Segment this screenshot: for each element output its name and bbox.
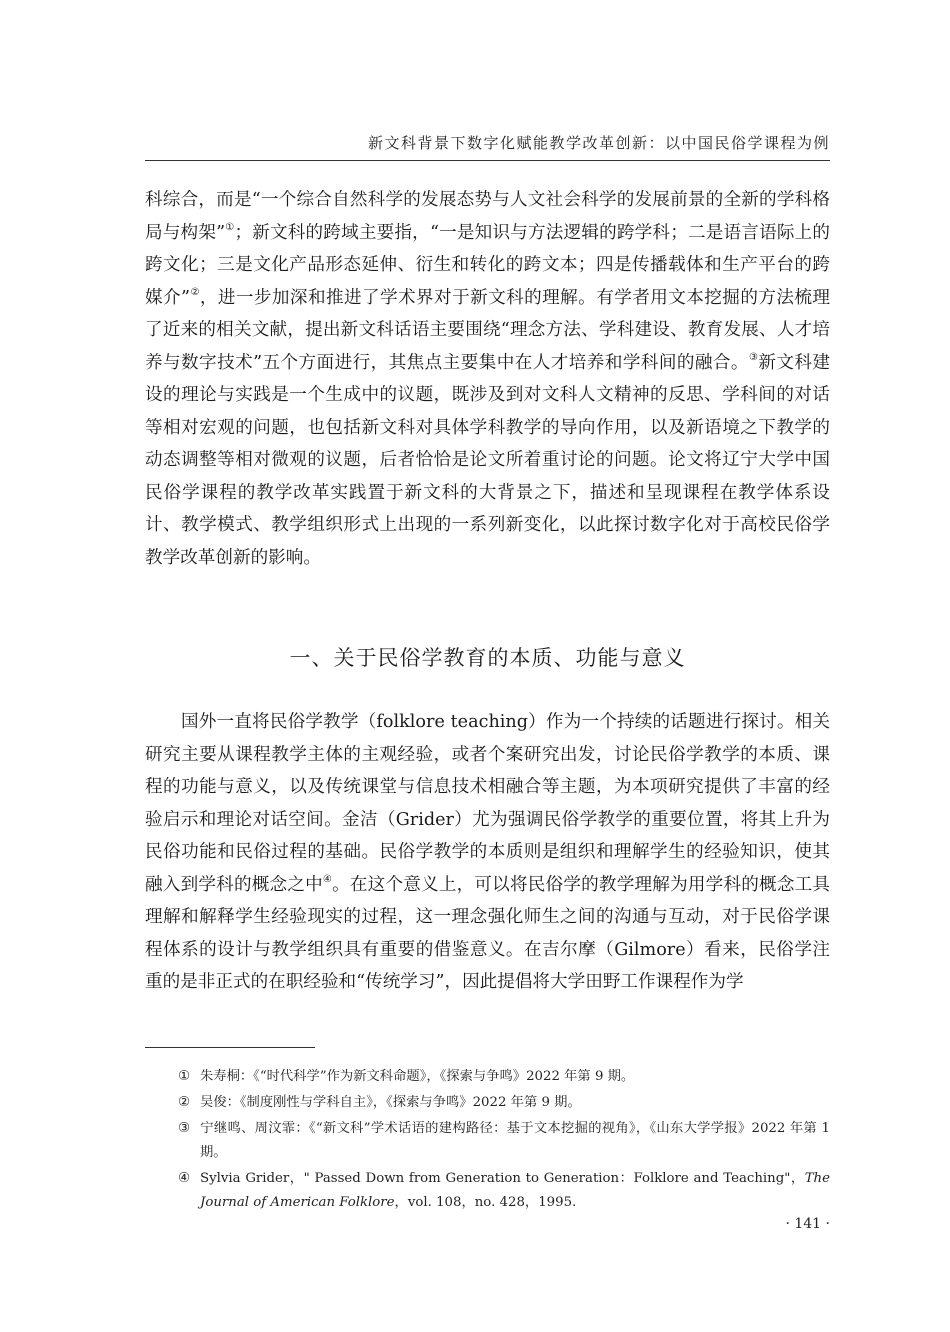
footnotes bbox=[178, 1065, 830, 1217]
paragraph-text: ；新文科的跨域主要指，“一是知识与方法逻辑的跨学科；二是语言语际上的跨文化；三是文化产品形态延伸、衍生和转化的跨文本；四是传播载体和生产平台的跨媒介” bbox=[145, 222, 831, 308]
paragraph-text: 。在这个意义上，可以将民俗学的教学理解为用学科的概念工具理解和解释学生经验现实的过程，这一理念强化师生之间的沟通与互动，对于民俗学课程体系的设计与教学组织具有重要的借鉴意义。在吉尔摩（Gilmore）看来，民俗学注重的是非正式的在职经验和“传统学习”，因此提倡将大学田野工作课程作为学 bbox=[145, 874, 830, 992]
footnote-ref[interactable]: ① bbox=[225, 221, 235, 233]
footnote bbox=[178, 1065, 830, 1089]
footnote-mark: ① bbox=[178, 1069, 190, 1084]
footnote-mark: ② bbox=[178, 1095, 190, 1110]
paragraph-text: 新文科建设的理论与实践是一个生成中的议题，既涉及到对文科人文精神的反思、学科间的对话等相对宏观的问题，也包括新文科对具体学科教学的导向作用，以及新语境之下教学的动态调整等相对微观的议题，后者恰恰是论文所着重讨论的问题。论文将辽宁大学中国民俗学课程的教学改革实践置于新文科的大背景之下，描述和呈现课程在教学体系设计、教学模式、教学组织形式上出现的一系列新变化，以此探讨数字化对于高校民俗学教学改革创新的影响。 bbox=[145, 352, 830, 568]
footnote bbox=[178, 1117, 830, 1165]
footnote-mark: ③ bbox=[178, 1121, 190, 1136]
body-paragraph-1 bbox=[145, 184, 830, 574]
footnote-mark: ④ bbox=[178, 1171, 190, 1186]
footnote-text: 吴俊：《制度刚性与学科自主》，《探索与争鸣》2022 年第 9 期。 bbox=[200, 1095, 581, 1110]
paragraph-text: ，进一步加深和推进了学术界对于新文科的理解。有学者用文本挖掘的方法梳理了近来的相关文献，提出新文科话语主要围绕“理念方法、学科建设、教育发展、人才培养与数字技术”五个方面进行，其焦点主要集中在人才培养和学科间的融合。 bbox=[145, 287, 830, 373]
footnote-text: 朱寿桐：《“时代科学”作为新文科命题》，《探索与争鸣》2022 年第 9 期。 bbox=[200, 1069, 635, 1084]
footnote-text: ，vol. 108，no. 428，1995. bbox=[394, 1195, 577, 1210]
footnote-rule bbox=[145, 1047, 315, 1048]
running-header: 新文科背景下数字化赋能教学改革创新：以中国民俗学课程为例 bbox=[367, 134, 830, 152]
section-heading: 一、关于民俗学教育的本质、功能与意义 bbox=[289, 646, 686, 670]
footnote-text: 宁继鸣、周汶霏：《“新文科”学术话语的建构路径：基于文本挖掘的视角》，《山东大学学报》2022 年第 1 期。 bbox=[200, 1121, 830, 1160]
journal-title: The Journal of American Folklore bbox=[200, 1171, 830, 1210]
footnote bbox=[178, 1167, 830, 1215]
footnote-text: Sylvia Grider，" Passed Down from Generation to Generation：Folklore and Teaching"， bbox=[200, 1171, 805, 1186]
footnote-ref[interactable]: ④ bbox=[322, 873, 333, 885]
page-number: · 141 · bbox=[785, 1216, 830, 1232]
paragraph-text: 科综合，而是“一个综合自然科学的发展态势与人文社会科学的发展前景的全新的学科格局与构架” bbox=[145, 190, 830, 243]
footnote-ref[interactable]: ③ bbox=[748, 351, 759, 363]
footnote bbox=[178, 1091, 830, 1115]
body-paragraph-2 bbox=[145, 706, 830, 999]
footnote-ref[interactable]: ② bbox=[190, 286, 200, 298]
header-rule bbox=[145, 160, 830, 161]
paragraph-text: 国外一直将民俗学教学（folklore teaching）作为一个持续的话题进行探讨。相关研究主要从课程教学主体的主观经验，或者个案研究出发，讨论民俗学教学的本质、课程的功能与意义，以及传统课堂与信息技术相融合等主题，为本项研究提供了丰富的经验启示和理论对话空间。金洁（Grider）尤为强调民俗学教学的重要位置，将其上升为民俗功能和民俗过程的基础。民俗学教学的本质则是组织和理解学生的经验知识，使其融入到学科的概念之中 bbox=[145, 712, 830, 895]
